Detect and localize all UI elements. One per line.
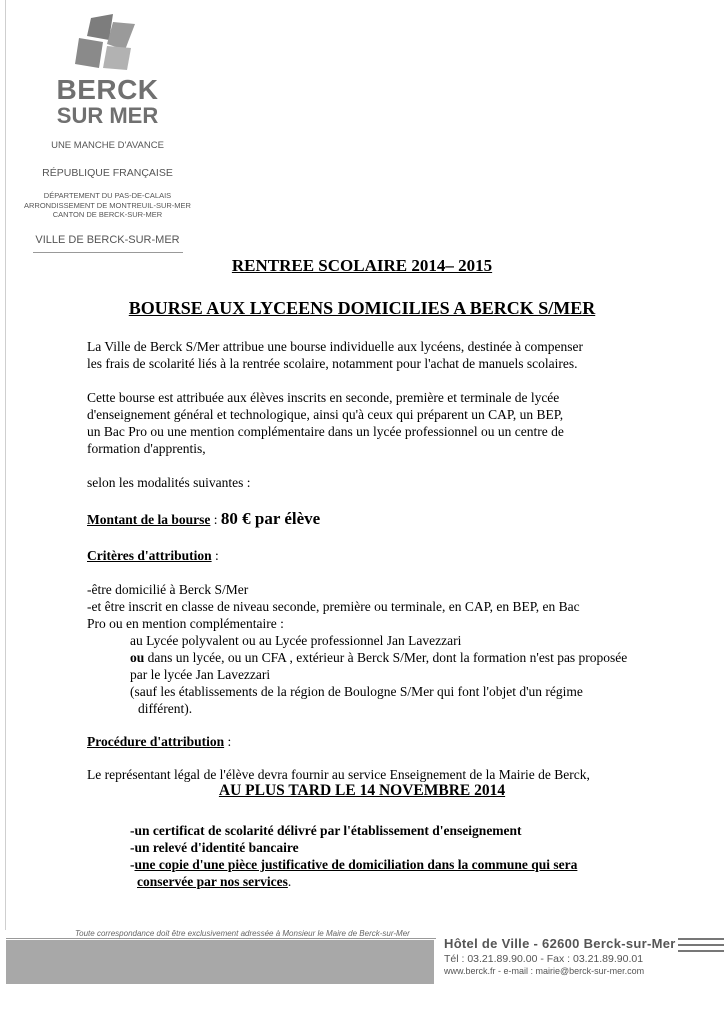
document-item: -un relevé d'identité bancaire	[130, 840, 299, 855]
page-subtitle: BOURSE AUX LYCEENS DOMICILIES A BERCK S/MER	[128, 298, 596, 318]
criteres-list	[87, 581, 580, 632]
montant-line	[87, 510, 320, 528]
lycee-line: au Lycée polyvalent ou au Lycée professionnel Jan Lavezzari	[130, 633, 462, 648]
intro-line: La Ville de Berck S/Mer attribue une bourse individuelle aux lycéens, destinée à compenser	[87, 339, 584, 354]
procedure-sep: :	[224, 734, 232, 749]
dept-line3: CANTON DE BERCK-SUR-MER	[52, 210, 163, 219]
ville-label: VILLE DE BERCK-SUR-MER	[35, 233, 180, 246]
representant-line: Le représentant légal de l'élève devra fournir au service Enseignement de la Mairie de Berck,	[87, 767, 590, 782]
documents-list	[130, 822, 577, 890]
criteres-sep: :	[211, 548, 219, 563]
footer-stripes-icon	[678, 938, 724, 956]
sauf-line: différent).	[138, 701, 193, 716]
eligibility-paragraph	[87, 389, 564, 457]
criteres-heading	[87, 547, 219, 564]
logo-line1: BERCK	[56, 74, 159, 105]
address-line2: Tél : 03.21.89.90.00 - Fax : 03.21.89.90.01	[444, 953, 644, 965]
logo-line2: SUR MER	[56, 103, 159, 128]
eligibility-line: formation d'apprentis,	[87, 441, 206, 456]
document-item: une copie d'une pièce justificative de domiciliation dans la commune qui sera	[134, 857, 578, 872]
footer-divider	[6, 938, 436, 939]
eligibility-line: un Bac Pro ou une mention complémentaire dans un lycée professionnel ou un centre de	[87, 424, 564, 439]
montant-label: Montant de la bourse	[87, 512, 211, 527]
eligibility-line: d'enseignement général et technologique, ainsi qu'à ceux qui préparent un CAP, un BEP,	[87, 407, 564, 422]
footer-band	[6, 940, 434, 984]
page-title: RENTREE SCOLAIRE 2014– 2015	[231, 256, 493, 275]
republique-label: RÉPUBLIQUE FRANÇAISE	[42, 167, 173, 179]
ou-paragraph	[130, 649, 627, 717]
footer-note: Toute correspondance doit être exclusivement adressée à Monsieur le Maire de Berck-sur-Mer	[75, 929, 410, 938]
criteres-line: -et être inscrit en classe de niveau seconde, première ou terminale, en CAP, en BEP, en Bac	[87, 599, 580, 614]
eligibility-line: Cette bourse est attribuée aux élèves inscrits en seconde, première et terminale de lycée	[87, 390, 560, 405]
berck-logo-icon	[73, 14, 143, 70]
intro-paragraph	[87, 338, 583, 372]
montant-value: 80 € par élève	[220, 509, 321, 528]
department-block	[0, 191, 215, 220]
address-line3: www.berck.fr - e-mail : mairie@berck-sur-mer.com	[444, 966, 645, 976]
logo-divider	[33, 252, 183, 253]
address-line1: Hôtel de Ville - 62600 Berck-sur-Mer	[444, 936, 676, 951]
document-item-cont: conservée par nos services	[137, 874, 288, 889]
modalites-line: selon les modalités suivantes :	[87, 475, 251, 490]
ou-line: dans un lycée, ou un CFA , extérieur à Berck S/Mer, dont la formation n'est pas proposée	[144, 650, 628, 665]
dept-line1: DÉPARTEMENT DU PAS-DE-CALAIS	[43, 191, 172, 200]
dept-line2: ARRONDISSEMENT DE MONTREUIL-SUR-MER	[24, 200, 191, 210]
criteres-line: Pro ou en mention complémentaire :	[87, 616, 284, 631]
document-item: -un certificat de scolarité délivré par l'établissement d'enseignement	[130, 823, 522, 838]
sauf-line: (sauf les établissements de la région de Boulogne S/Mer qui font l'objet d'un régime	[130, 684, 583, 699]
deadline: AU PLUS TARD LE 14 NOVEMBRE 2014	[218, 782, 506, 799]
footer-address	[444, 936, 676, 976]
intro-line: les frais de scolarité liés à la rentrée scolaire, notamment pour l'achat de manuels scolaires.	[87, 356, 578, 371]
ou-word: ou	[130, 650, 145, 665]
montant-sep: :	[210, 512, 221, 527]
city-logo-block	[0, 14, 215, 253]
document-item-dash: -	[130, 857, 135, 872]
procedure-label: Procédure d'attribution	[87, 734, 225, 749]
ou-line: par le lycée Jan Lavezzari	[130, 667, 271, 682]
logo-tagline: UNE MANCHE D'AVANCE	[51, 140, 164, 151]
procedure-heading	[87, 733, 231, 750]
document-item-end: .	[287, 874, 292, 889]
criteres-line: -être domicilié à Berck S/Mer	[87, 582, 249, 597]
criteres-label: Critères d'attribution	[87, 548, 212, 563]
